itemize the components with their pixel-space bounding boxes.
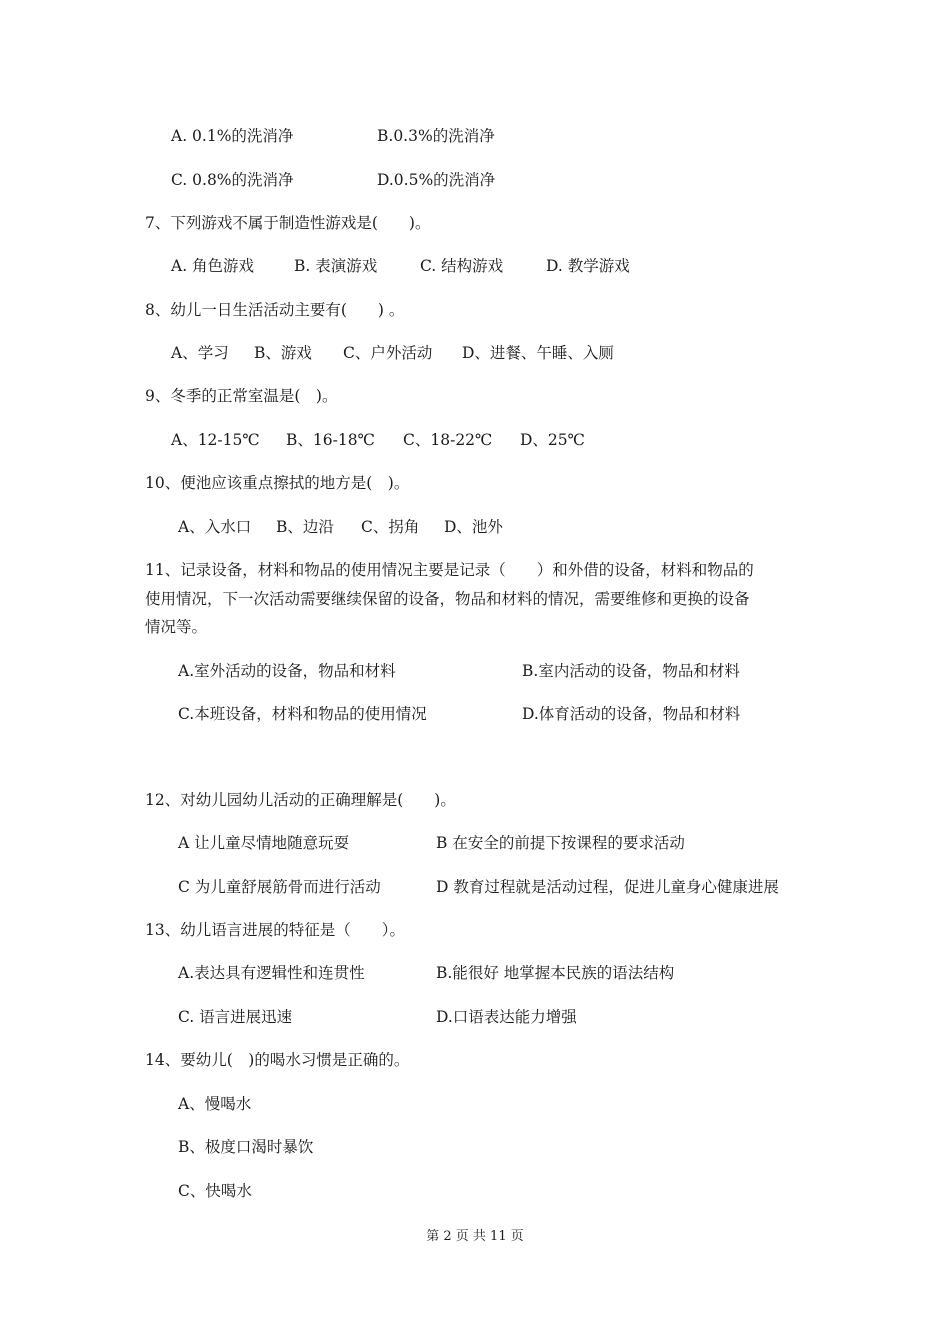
q7-option-d: D. 教学游戏 [546, 257, 630, 275]
q7-option-a: A. 角色游戏 [171, 257, 255, 275]
q10-option-a: A、入水口 [178, 518, 252, 536]
q8-option-a: A、学习 [171, 344, 229, 362]
q10-option-d: D、池外 [444, 518, 503, 536]
q6-option-d: D.0.5%的洗消净 [377, 171, 496, 189]
q6-option-c: C. 0.8%的洗消净 [171, 171, 294, 189]
q14-option-c: C、快喝水 [178, 1182, 252, 1200]
q11-option-b: B.室内活动的设备，物品和材料 [522, 662, 740, 680]
q9-option-a: A、12-15℃ [171, 431, 260, 449]
q10-option-c: C、拐角 [361, 518, 420, 536]
q13-option-d: D.口语表达能力增强 [436, 1008, 577, 1026]
page-number-footer: 第 2 页 共 11 页 [426, 1229, 524, 1244]
q8-option-b: B、游戏 [254, 344, 312, 362]
q12-option-a: A 让儿童尽情地随意玩耍 [178, 834, 350, 852]
q13-option-a: A.表达具有逻辑性和连贯性 [178, 964, 365, 982]
q8-option-c: C、户外活动 [343, 344, 433, 362]
q9-option-c: C、18-22℃ [403, 431, 493, 449]
q6-option-b: B.0.3%的洗消净 [377, 127, 495, 145]
q13-option-c: C. 语言进展迅速 [178, 1008, 293, 1026]
q13-option-b: B.能很好 地掌握本民族的语法结构 [436, 964, 675, 982]
q8-option-d: D、进餐、午睡、入厕 [462, 344, 614, 362]
q14-option-a: A、慢喝水 [178, 1095, 252, 1113]
q11-line-3: 情况等。 [145, 618, 208, 636]
q11-option-a: A.室外活动的设备，物品和材料 [178, 662, 396, 680]
q7-option-b: B. 表演游戏 [294, 257, 378, 275]
q11-line-2: 使用情况，下一次活动需要继续保留的设备，物品和材料的情况，需要维修和更换的设备 [145, 590, 750, 608]
q9-text: 9、冬季的正常室温是( )。 [145, 387, 338, 405]
q9-option-d: D、25℃ [520, 431, 585, 449]
q7-option-c: C. 结构游戏 [420, 257, 504, 275]
q7-text: 7、下列游戏不属于制造性游戏是( )。 [145, 214, 431, 232]
q14-text: 14、要幼儿( )的喝水习惯是正确的。 [145, 1051, 410, 1069]
q10-text: 10、便池应该重点擦拭的地方是( )。 [145, 474, 410, 492]
q12-text: 12、对幼儿园幼儿活动的正确理解是( )。 [145, 791, 456, 809]
q6-option-a: A. 0.1%的洗消净 [171, 127, 294, 145]
q11-line-1: 11、记录设备，材料和物品的使用情况主要是记录（ ）和外借的设备，材料和物品的 [145, 561, 754, 579]
q14-option-b: B、极度口渴时暴饮 [178, 1138, 314, 1156]
q11-option-d: D.体育活动的设备，物品和材料 [522, 705, 741, 723]
q13-text: 13、幼儿语言进展的特征是（ ）。 [145, 921, 405, 939]
q12-option-c: C 为儿童舒展筋骨而进行活动 [178, 878, 381, 896]
q10-option-b: B、边沿 [276, 518, 334, 536]
q8-text: 8、幼儿一日生活活动主要有( ) 。 [145, 301, 405, 319]
q11-option-c: C.本班设备，材料和物品的使用情况 [178, 705, 427, 723]
q12-option-d: D 教育过程就是活动过程，促进儿童身心健康进展 [436, 878, 779, 896]
q12-option-b: B 在安全的前提下按课程的要求活动 [436, 834, 685, 852]
q9-option-b: B、16-18℃ [286, 431, 375, 449]
